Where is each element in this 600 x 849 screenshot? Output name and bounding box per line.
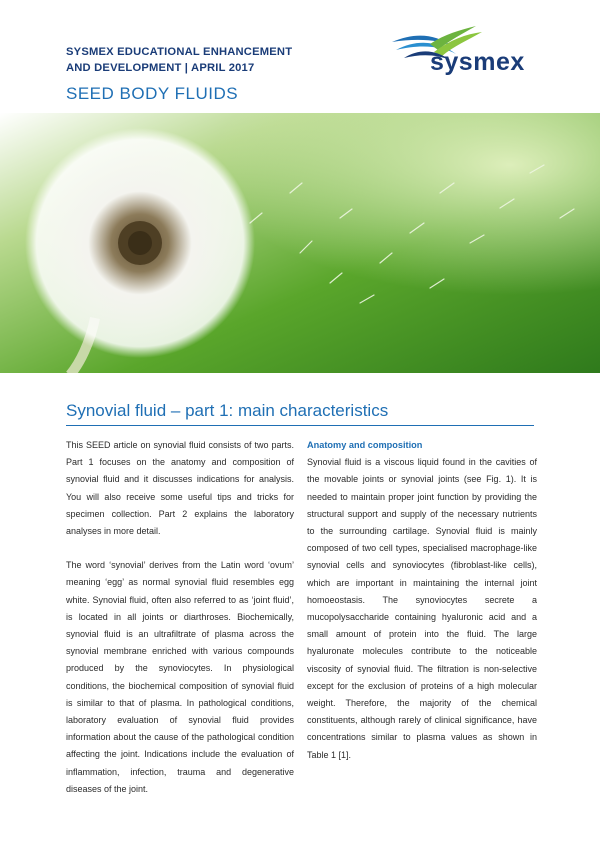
publication-header-line1: SYSMEX EDUCATIONAL ENHANCEMENT (66, 46, 293, 58)
title-divider (66, 425, 534, 426)
publication-header (66, 44, 292, 76)
left-column (66, 437, 294, 798)
sysmex-logo-text: sysmex (430, 48, 525, 76)
article-title: Synovial fluid – part 1: main characteristics (66, 401, 389, 420)
dandelion-photo (0, 113, 600, 373)
intro-paragraph: This SEED article on synovial fluid consists of two parts. Part 1 focuses on the anatomy and composition of synovial fluid and it discusses indications for analysis. You will also receive some useful tips and tricks for specimen collection. Part 2 explains the laboratory analyses in more detail. (66, 440, 294, 537)
section-heading: Anatomy and composition (307, 440, 423, 450)
publication-subtitle: SEED BODY FLUIDS (66, 84, 239, 103)
right-column (307, 437, 537, 764)
etymology-paragraph: The word ‘synovial’ derives from the Latin word ‘ovum’ meaning ‘egg’ as normal synovial fluid resembles egg white. Synovial fluid, often also referred to as ‘joint fluid’, is located in all joints or diarthroses. Biochemically, synovial fluid is an ultrafiltrate of plasma across the synovial membrane enriched with various compounds produced by the synoviocytes. In physiological conditions, the biochemical composition of synovial fluid is similar to that of plasma. In pathological conditions, laboratory evaluation of synovial fluid provides information about the cause of the pathological condition affecting the joint. Indications include the evaluation of inflammation, infection, trauma and degenerative diseases of the joint. (66, 560, 294, 794)
anatomy-paragraph: Synovial fluid is a viscous liquid found in the cavities of the movable joints or synovial joints (see Fig. 1). It is needed to maintain proper joint function by providing the structural support and supply of the necessary nutrients to the surrounding cartilage. Synovial fluid is mainly composed of two cell types, specialised macrophage-like synovial cells and synoviocytes (fibroblast-like cells), which are important in maintaining the internal joint homoeostasis. The synoviocytes secrete a mucopolysaccharide containing hyaluronic acid and a small amount of protein into the fluid. The large hyaluronate molecules contribute to the noticeable viscosity of synovial fluid. The filtration is non-selective except for the exclusion of proteins of a high molecular weight. Therefore, the majority of the chemical constituents, although rarely of clinical significance, have concentrations similar to plasma values as shown in Table 1 [1]. (307, 457, 537, 760)
publication-header-line2: AND DEVELOPMENT | APRIL 2017 (66, 62, 255, 74)
